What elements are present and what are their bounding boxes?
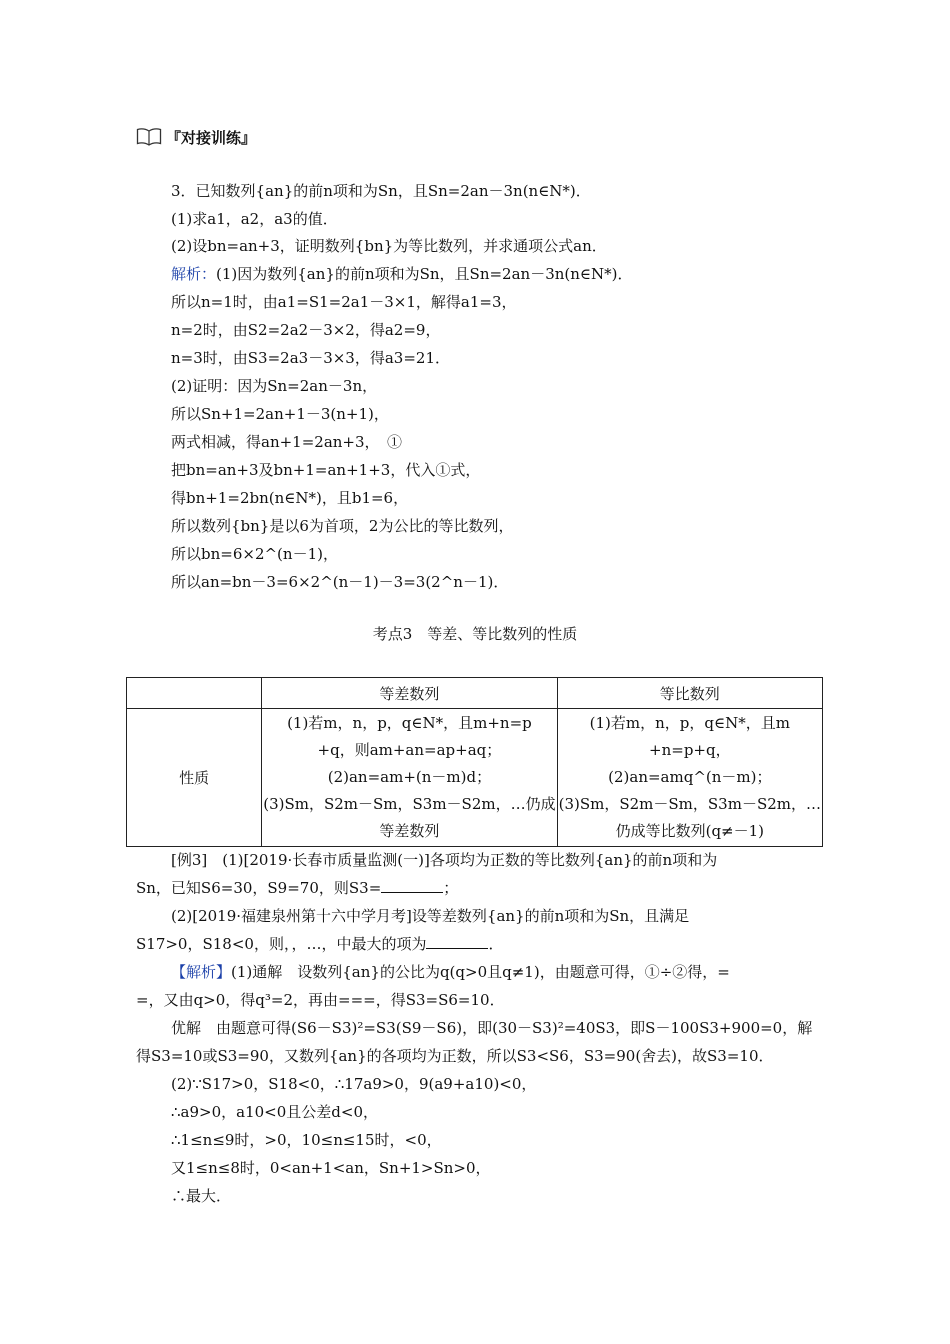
example-text: ． — [488, 935, 504, 953]
example-line — [136, 878, 458, 898]
cell-line: (2)an=amq^(n－m)； — [608, 768, 772, 786]
answer-blank — [381, 878, 443, 893]
table-header-row — [127, 678, 823, 709]
solution-line: n=3时，由S3=2a3－3×3，得a3=21． — [171, 349, 450, 367]
example-line — [136, 934, 503, 954]
part2-line: 又1≤n≤8时，0<an+1<an，Sn+1>Sn>0， — [171, 1159, 491, 1177]
table-header-arithmetic: 等差数列 — [262, 678, 557, 709]
example-text: Sn，已知S6=30，S9=70，则S3= — [136, 879, 382, 897]
exercise-part-2: (2)设bn=an+3，证明数列{bn}为等比数列，并求通项公式an． — [171, 237, 607, 255]
example-text: S17>0，S18<0，则，，…，中最大的项为 — [136, 935, 427, 953]
part2-line: ∴最大． — [171, 1187, 232, 1205]
topic-title: 考点3 等差、等比数列的性质 — [372, 625, 578, 643]
cell-line: (3)Sm，S2m－Sm，S3m－S2m，…仍成 — [263, 795, 556, 813]
example-line: (2)[2019·福建泉州第十六中学月考]设等差数列{an}的前n项和为Sn，且满足 — [171, 907, 690, 925]
alt-solution-line: 得S3=10或S3=90，又数列{an}的各项均为正数，所以S3<S6，S3=90(舍去)，故S3=10． — [136, 1047, 774, 1065]
exercise-part-1: (1)求a1，a2，a3的值． — [171, 210, 338, 228]
table-row-label: 性质 — [127, 709, 262, 847]
section-heading — [136, 124, 256, 150]
analysis-line — [171, 962, 730, 982]
table-row — [127, 709, 823, 847]
solution-label: 解析： — [171, 265, 217, 283]
solution-line: 所以数列{bn}是以6为首项，2为公比的等比数列， — [171, 517, 514, 535]
example-line: [例3] (1)[2019·长春市质量监测(一)]各项均为正数的等比数列{an}的前n项和为 — [171, 851, 718, 869]
cell-line: +q，则am+an=ap+aq； — [317, 741, 502, 759]
analysis-line: =，又由q>0，得q³=2，再由===，得S3=S6=10． — [136, 991, 505, 1009]
solution-line: 所以Sn+1=2an+1－3(n+1)， — [171, 405, 389, 423]
cell-line: (1)若m，n，p，q∈N*，且m+n=p — [287, 714, 532, 732]
solution-line: 所以n=1时，由a1=S1=2a1－3×1，解得a1=3， — [171, 293, 517, 311]
geometric-properties-cell — [557, 709, 822, 847]
properties-table — [126, 677, 823, 847]
table-header-geometric: 等比数列 — [557, 678, 822, 709]
section-heading-label: 『对接训练』 — [166, 128, 257, 147]
analysis-label: 【解析】 — [171, 963, 232, 981]
table-header-empty — [127, 678, 262, 709]
alt-solution-line: 优解 由题意可得(S6－S3)²=S3(S9－S6)，即(30－S3)²=40S3，即S－100S3+900=0，解 — [171, 1019, 813, 1037]
solution-line: 得bn+1=2bn(n∈N*)，且b1=6， — [171, 489, 409, 507]
analysis-text: (1)通解 设数列{an}的公比为q(q>0且q≠1)，由题意可得，①÷②得，= — [231, 963, 730, 981]
cell-line: +n=p+q， — [649, 741, 731, 759]
solution-line: 把bn=an+3及bn+1=an+1+3，代入①式， — [171, 461, 481, 479]
exercise-question: 3．已知数列{an}的前n项和为Sn，且Sn=2an－3n(n∈N*)． — [171, 182, 591, 200]
example-text: ； — [443, 879, 459, 897]
solution-line: 所以an=bn－3=6×2^(n－1)－3=3(2^n－1)． — [171, 573, 509, 591]
solution-line: (2)证明：因为Sn=2an－3n， — [171, 377, 378, 395]
solution-first-line — [171, 264, 633, 284]
cell-line: 等差数列 — [379, 822, 440, 840]
part2-line: ∴1≤n≤9时，>0，10≤n≤15时，<0， — [171, 1131, 442, 1149]
solution-line: n=2时，由S2=2a2－3×2，得a2=9， — [171, 321, 441, 339]
cell-line: (1)若m，n，p，q∈N*，且m — [589, 714, 790, 732]
answer-blank — [426, 934, 488, 949]
cell-line: (2)an=am+(n－m)d； — [327, 768, 492, 786]
solution-line: 两式相减，得an+1=2an+3， ① — [171, 433, 403, 451]
solution-line: 所以bn=6×2^(n－1)， — [171, 545, 338, 563]
cell-line: 仍成等比数列(q≠－1) — [615, 822, 765, 840]
open-book-icon — [136, 127, 162, 147]
part2-line: ∴a9>0，a10<0且公差d<0， — [171, 1103, 378, 1121]
arithmetic-properties-cell — [262, 709, 557, 847]
part2-line: (2)∵S17>0，S18<0，∴17a9>0，9(a9+a10)<0， — [171, 1075, 537, 1093]
solution-first-text: (1)因为数列{an}的前n项和为Sn，且Sn=2an－3n(n∈N*)． — [216, 265, 633, 283]
cell-line: (3)Sm，S2m－Sm，S3m－S2m，… — [558, 795, 821, 813]
